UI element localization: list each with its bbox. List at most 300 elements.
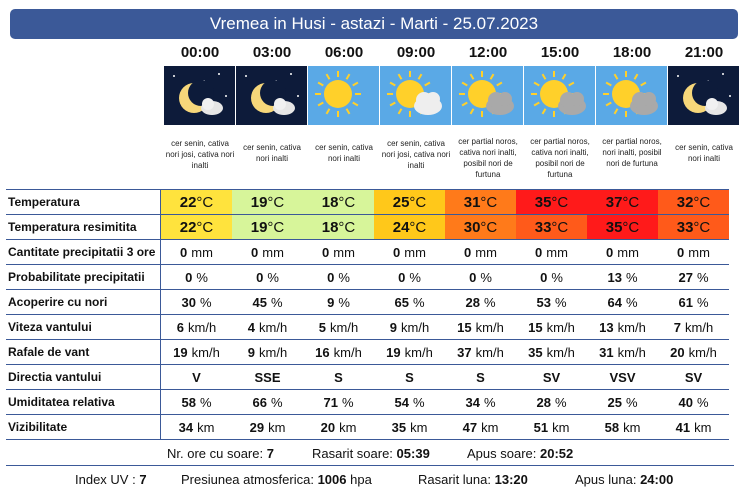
cell-value [232,415,303,440]
value: 35 [391,419,407,435]
weather-description: cer senin, cativa nori inalti [675,143,733,163]
value: 9 [327,294,335,310]
unit: % [480,269,492,285]
unit: % [270,394,283,410]
unit: °C [622,218,640,236]
cell-value [232,190,303,215]
weather-description: cer partial noros, cativa nori inalti, posibil nori de furtuna [530,137,590,179]
value: 66 [252,394,267,410]
row-label: Temperatura resimitita [6,215,161,240]
value: 0 [606,244,614,260]
value: 19 [250,193,268,211]
sunrise-label: Rasarit soare: [312,446,393,461]
cell-value [161,265,233,290]
value: 0 [322,244,330,260]
cell-value [161,390,233,415]
cell-value [658,340,729,365]
value: 29 [249,419,265,435]
unit: % [696,269,709,285]
row-label: Acoperire cu nori [6,290,161,315]
weather-icons-row [0,66,739,126]
unit: mm [333,244,355,260]
unit: km [339,419,357,435]
unit: % [409,269,421,285]
cell-value [658,415,729,440]
unit: % [554,294,567,310]
sunrise-value: 05:39 [396,446,430,461]
value: 58 [181,394,196,410]
value: 5 [318,319,327,335]
value: 58 [604,419,620,435]
row-0 [6,190,729,215]
value: 25 [392,193,410,211]
unit: % [267,269,279,285]
unit: km/h [685,319,714,335]
value: 15 [457,319,472,335]
value: 16 [315,344,330,360]
value: SV [684,369,703,385]
cell-value [587,390,658,415]
unit: km [694,419,712,435]
row-label: Temperatura [6,190,161,215]
cell-value [303,315,374,340]
cell-value [516,315,587,340]
unit: km [197,419,215,435]
hour-label: 09:00 [396,44,436,61]
cell-value [303,240,374,265]
value: 13 [599,319,614,335]
unit: mm [546,244,568,260]
cell-value [658,240,729,265]
cell-value [303,215,374,240]
unit: °C [409,193,427,211]
cell-value [445,365,516,390]
unit: °C [551,218,569,236]
row-label: Vizibilitate [6,415,161,440]
unit: % [625,294,638,310]
row-8 [6,390,729,415]
value: 64 [607,294,622,310]
unit: % [483,294,496,310]
pressure-unit: hpa [350,472,372,487]
cell-value [161,340,233,365]
hour-label: 21:00 [684,44,724,61]
sun-hours [167,446,274,461]
sunset-value: 20:52 [540,446,574,461]
cell-value [587,290,658,315]
cell-value [658,290,729,315]
unit: % [483,394,496,410]
unit: km/h [617,344,646,360]
value: V [192,369,201,385]
hour-label: 03:00 [252,44,292,61]
hour-label: 18:00 [612,44,652,61]
cell-value [658,315,729,340]
value: 35 [534,193,552,211]
unit: km/h [688,344,717,360]
value: 18 [321,193,339,211]
cell-value [445,190,516,215]
weather-description: cer senin, cativa nori josi, cativa nori inalti [165,139,235,170]
hour-label: 15:00 [540,44,580,61]
clear-night-clouds-icon [236,66,307,125]
uv-index [75,472,147,487]
value: 37 [605,193,623,211]
cell-value [445,415,516,440]
value: 6 [176,319,185,335]
cell-value [516,265,587,290]
unit: % [412,294,425,310]
unit: °C [196,218,214,236]
unit: °C [338,218,356,236]
value: 31 [463,193,481,211]
sun-hours-label: Nr. ore cu soare: [167,446,264,461]
value: SSE [254,369,281,385]
pressure [181,472,372,487]
night-cloud-icon [668,66,739,125]
cell-value [516,365,587,390]
value: 41 [675,419,691,435]
unit: °C [338,193,356,211]
row-6 [6,340,729,365]
weather-description: cer partial noros, cativa nori inalti, posibil nori de furtuna [458,137,518,179]
value: 34 [178,419,194,435]
partly-cloudy-storm-icon [596,66,667,125]
cell-value [445,290,516,315]
unit: °C [693,193,711,211]
unit: km [481,419,499,435]
unit: % [551,269,563,285]
cell-value [516,390,587,415]
unit: km/h [191,344,220,360]
unit: km/h [475,319,504,335]
cell-value [516,190,587,215]
value: VSV [609,369,636,385]
value: 51 [533,419,549,435]
cell-value [303,390,374,415]
cell-value [232,215,303,240]
forecast-table [6,189,729,440]
cell-value [374,265,445,290]
partly-cloudy-storm-icon [452,66,523,125]
value: 0 [464,244,472,260]
row-label: Directia vantului [6,365,161,390]
value: 30 [181,294,196,310]
cell-value [587,240,658,265]
weather-description: cer partial noros, nori inalti, posibil nori de furtuna [602,137,662,168]
unit: km [410,419,428,435]
unit: km/h [404,344,433,360]
row-3 [6,265,729,290]
row-2 [6,240,729,265]
cell-value [232,390,303,415]
value: 54 [394,394,409,410]
unit: mm [404,244,426,260]
unit: mm [262,244,284,260]
weather-description: cer senin, cativa nori inalti [315,143,373,163]
value: 0 [180,244,188,260]
cell-value [161,215,233,240]
value: 47 [462,419,478,435]
cell-value [374,290,445,315]
value: 18 [321,218,339,236]
cell-value [303,415,374,440]
value: 22 [179,218,197,236]
value: 0 [327,269,335,285]
cell-value [516,240,587,265]
unit: km/h [401,319,430,335]
value: S [334,369,343,385]
cell-value [161,190,233,215]
cell-value [161,240,233,265]
value: 20 [670,344,685,360]
unit: % [196,269,208,285]
cell-value [658,190,729,215]
value: 0 [540,269,548,285]
uv-value: 7 [139,472,147,487]
unit: km/h [188,319,217,335]
unit: km [268,419,286,435]
unit: km/h [475,344,504,360]
cell-value [516,340,587,365]
cell-value [516,215,587,240]
weather-description: cer senin, cativa nori inalti [243,143,301,163]
moonset-value: 24:00 [640,472,674,487]
hour-label: 12:00 [468,44,508,61]
unit: °C [196,193,214,211]
unit: % [338,269,350,285]
value: 0 [393,244,401,260]
pressure-label: Presiunea atmosferica: [181,472,314,487]
sunny-icon [308,66,379,125]
value: 9 [389,319,398,335]
cell-value [658,365,729,390]
value: 33 [534,218,552,236]
value: 0 [677,244,685,260]
value: 22 [179,193,197,211]
value: 33 [676,218,694,236]
value: 30 [463,218,481,236]
value: 53 [536,294,551,310]
unit: km/h [333,344,362,360]
cell-value [445,390,516,415]
value: 0 [185,269,193,285]
moonset [575,472,673,487]
cell-value [587,340,658,365]
cell-value [303,340,374,365]
value: 24 [392,218,410,236]
row-label: Viteza vantului [6,315,161,340]
cell-value [587,190,658,215]
cell-value [445,340,516,365]
value: 25 [607,394,622,410]
sun-cloud-icon [380,66,451,125]
value: 0 [535,244,543,260]
partly-cloudy-storm-icon [524,66,595,125]
unit: km/h [259,319,288,335]
divider [6,465,734,466]
value: 0 [251,244,259,260]
moonrise-value: 13:20 [494,472,528,487]
cell-value [587,315,658,340]
hours-header [0,44,739,64]
value: 37 [457,344,472,360]
unit: °C [622,193,640,211]
unit: % [625,269,638,285]
row-label: Cantitate precipitatii 3 ore [6,240,161,265]
value: 40 [678,394,693,410]
value: 9 [247,344,256,360]
value: S [476,369,485,385]
cell-value [374,190,445,215]
cell-value [587,365,658,390]
moonset-label: Apus luna: [575,472,637,487]
cell-value [374,365,445,390]
cell-value [232,265,303,290]
unit: mm [688,244,710,260]
value: 34 [465,394,480,410]
cell-value [232,290,303,315]
unit: °C [267,193,285,211]
cell-value [303,190,374,215]
unit: °C [480,218,498,236]
sunset [467,446,573,461]
unit: km/h [546,319,575,335]
value: 15 [528,319,543,335]
value: 28 [536,394,551,410]
cell-value [232,340,303,365]
cell-value [232,315,303,340]
cell-value [516,415,587,440]
unit: % [199,294,212,310]
pressure-value: 1006 [317,472,347,487]
value: 19 [250,218,268,236]
cell-value [232,365,303,390]
cell-value [658,215,729,240]
unit: °C [267,218,285,236]
value: 19 [386,344,401,360]
cell-value [374,415,445,440]
unit: mm [475,244,497,260]
cell-value [587,215,658,240]
unit: °C [480,193,498,211]
value: 13 [607,269,622,285]
unit: km/h [259,344,288,360]
value: 0 [398,269,406,285]
value: 35 [528,344,543,360]
value: 4 [247,319,256,335]
cell-value [374,215,445,240]
cell-value [374,390,445,415]
uv-label: Index UV : [75,472,136,487]
cell-value [161,315,233,340]
cell-value [445,215,516,240]
value: 71 [323,394,338,410]
cell-value [374,340,445,365]
sunrise [312,446,430,461]
value: 28 [465,294,480,310]
unit: km/h [330,319,359,335]
unit: % [554,394,567,410]
value: 27 [678,269,693,285]
row-label: Rafale de vant [6,340,161,365]
cell-value [161,365,233,390]
clear-night-clouds-icon [164,66,235,125]
cell-value [587,265,658,290]
unit: km [623,419,641,435]
row-4 [6,290,729,315]
unit: % [341,394,354,410]
page-title: Vremea in Husi - astazi - Marti - 25.07.2023 [10,9,738,39]
cell-value [303,365,374,390]
hour-label: 00:00 [180,44,220,61]
cell-value [161,415,233,440]
sunset-label: Apus soare: [467,446,537,461]
value: 0 [469,269,477,285]
value: 20 [320,419,336,435]
value: S [405,369,414,385]
value: 7 [673,319,682,335]
value: 35 [605,218,623,236]
weather-description: cer senin, cativa nori josi, cativa nori inalti [381,139,451,170]
cell-value [516,290,587,315]
moonrise-label: Rasarit luna: [418,472,491,487]
row-1 [6,215,729,240]
value: 45 [252,294,267,310]
cell-value [445,240,516,265]
unit: % [696,294,709,310]
unit: % [199,394,212,410]
cell-value [658,265,729,290]
unit: °C [693,218,711,236]
value: 31 [599,344,614,360]
cell-value [303,265,374,290]
cell-value [445,265,516,290]
unit: mm [617,244,639,260]
row-7 [6,365,729,390]
unit: °C [551,193,569,211]
descriptions-row [0,136,739,186]
value: 0 [256,269,264,285]
cell-value [161,290,233,315]
unit: % [625,394,638,410]
value: SV [542,369,561,385]
cell-value [445,315,516,340]
unit: km/h [546,344,575,360]
row-label: Probabilitate precipitatii [6,265,161,290]
cell-value [658,390,729,415]
cell-value [374,240,445,265]
unit: km [552,419,570,435]
row-5 [6,315,729,340]
value: 19 [173,344,188,360]
row-9 [6,415,729,440]
unit: % [270,294,283,310]
value: 32 [676,193,694,211]
unit: km/h [617,319,646,335]
unit: % [338,294,350,310]
unit: mm [191,244,213,260]
value: 61 [678,294,693,310]
value: 65 [394,294,409,310]
moonrise [418,472,528,487]
hour-label: 06:00 [324,44,364,61]
cell-value [587,415,658,440]
unit: °C [409,218,427,236]
row-label: Umiditatea relativa [6,390,161,415]
cell-value [303,290,374,315]
unit: % [412,394,425,410]
